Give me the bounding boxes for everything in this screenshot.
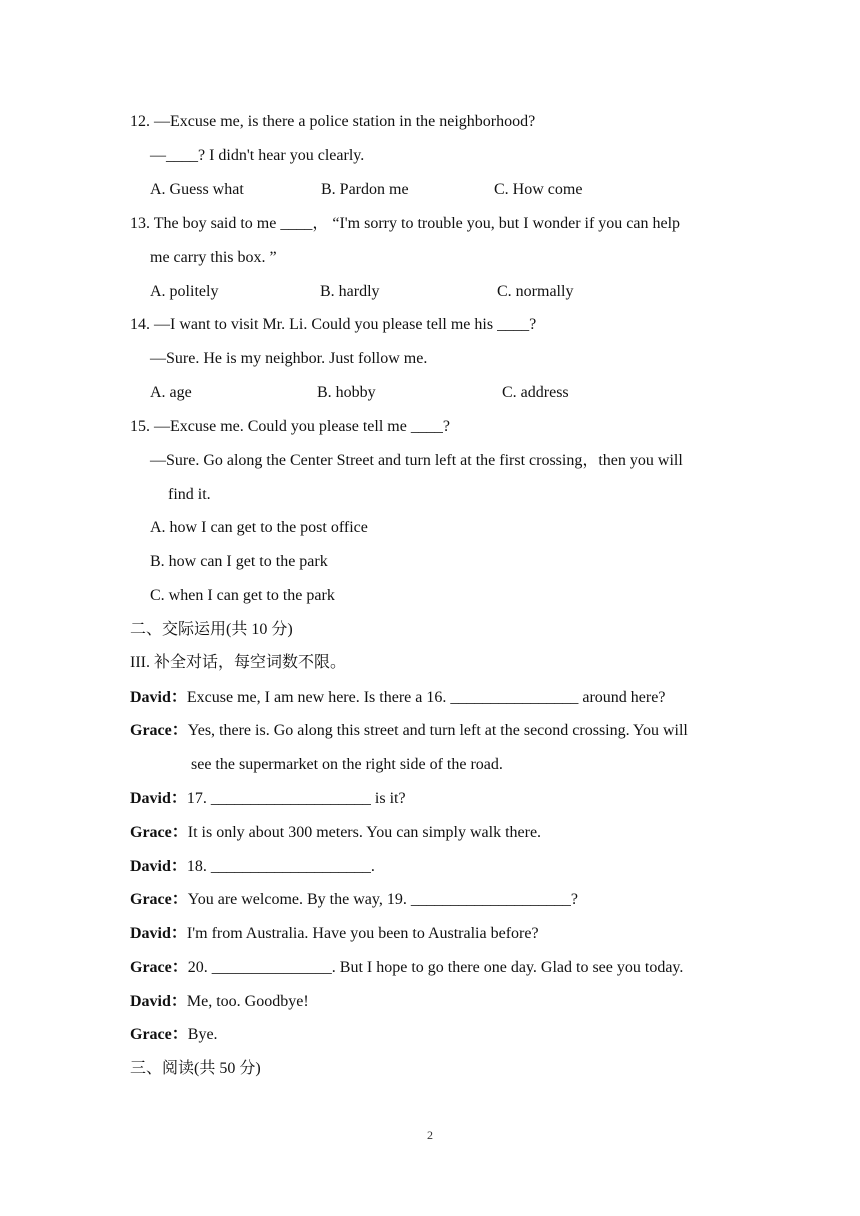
q14-reply: —Sure. He is my neighbor. Just follow me. [150, 350, 428, 367]
q15-option-c: C. when I can get to the park [150, 587, 335, 604]
speaker-label: Grace： [130, 891, 188, 908]
q12-option-a: A. Guess what [150, 181, 244, 198]
speaker-label: David： [130, 925, 187, 942]
dialogue-text: Yes, there is. Go along this street and turn left at the second crossing. You will [187, 722, 688, 739]
dialogue-text: It is only about 300 meters. You can simply walk there. [187, 824, 542, 841]
dialogue-line [130, 890, 578, 910]
q15-stem: 15. —Excuse me. Could you please tell me ____? [130, 418, 450, 435]
q14-option-a: A. age [150, 384, 192, 401]
q14-option-b: B. hobby [317, 384, 376, 401]
q15-option-a: A. how I can get to the post office [150, 519, 368, 536]
dialogue-continuation: see the supermarket on the right side of the road. [191, 756, 503, 773]
dialogue-text: You are welcome. By the way, 19. ____________________? [187, 891, 578, 908]
dialogue-text: Me, too. Goodbye! [186, 993, 309, 1010]
dialogue-text: Bye. [187, 1026, 218, 1043]
q12-option-b: B. Pardon me [321, 181, 409, 198]
q14-option-c: C. address [502, 384, 569, 401]
dialogue-line [130, 721, 688, 741]
section2-instruction: III. 补全对话，每空词数不限。 [130, 654, 346, 671]
page-number: 2 [427, 1128, 433, 1142]
speaker-label: Grace： [130, 959, 188, 976]
q12-stem: 12. —Excuse me, is there a police station in the neighborhood? [130, 113, 536, 130]
q12-option-c: C. How come [494, 181, 583, 198]
dialogue-text: 20. _______________. But I hope to go there one day. Glad to see you today. [187, 959, 684, 976]
dialogue-line [130, 823, 541, 843]
q13-option-a: A. politely [150, 283, 219, 300]
dialogue-text: 18. ____________________. [186, 858, 375, 875]
dialogue-line [130, 924, 539, 944]
q15-reply-line1: —Sure. Go along the Center Street and turn left at the first crossing，then you will [150, 452, 683, 469]
q13-option-b: B. hardly [320, 283, 380, 300]
q13-option-c: C. normally [497, 283, 574, 300]
speaker-label: David： [130, 993, 187, 1010]
dialogue-line [130, 992, 309, 1012]
q13-stem-line1: 13. The boy said to me ____， “I'm sorry to trouble you, but I wonder if you can help [130, 215, 681, 232]
speaker-label: David： [130, 689, 187, 706]
q12-reply: —____? I didn't hear you clearly. [150, 147, 365, 164]
speaker-label: Grace： [130, 722, 188, 739]
dialogue-line [130, 857, 375, 877]
section2-heading: 二、交际运用(共 10 分) [130, 621, 293, 638]
dialogue-text: 17. ____________________ is it? [186, 790, 406, 807]
q14-stem: 14. —I want to visit Mr. Li. Could you please tell me his ____? [130, 316, 537, 333]
section3-heading: 三、阅读(共 50 分) [130, 1060, 261, 1077]
dialogue-text: I'm from Australia. Have you been to Australia before? [186, 925, 539, 942]
dialogue-line [130, 958, 683, 978]
speaker-label: Grace： [130, 1026, 188, 1043]
dialogue-line [130, 688, 665, 708]
q15-option-b: B. how can I get to the park [150, 553, 328, 570]
q15-reply-line2: find it. [168, 486, 211, 503]
speaker-label: David： [130, 790, 187, 807]
dialogue-line [130, 1025, 218, 1045]
dialogue-line [130, 789, 406, 809]
q13-stem-line2: me carry this box. ” [150, 249, 277, 266]
speaker-label: Grace： [130, 824, 188, 841]
dialogue-text: Excuse me, I am new here. Is there a 16. ________________ around here? [186, 689, 666, 706]
speaker-label: David： [130, 858, 187, 875]
